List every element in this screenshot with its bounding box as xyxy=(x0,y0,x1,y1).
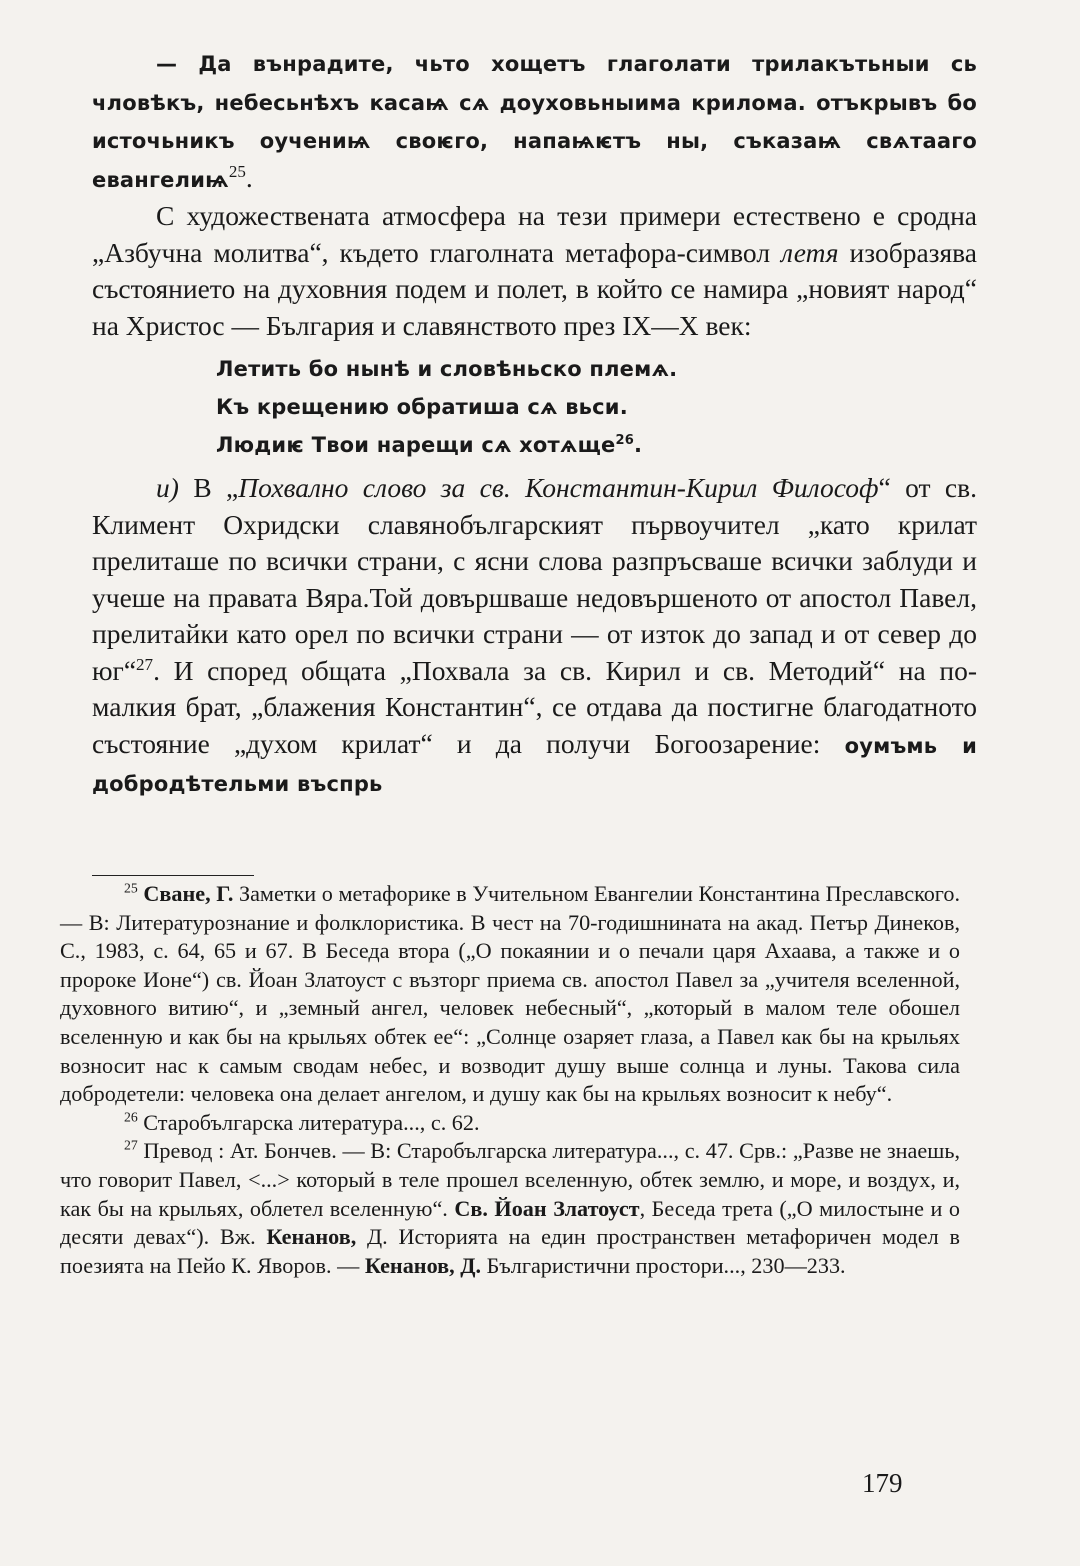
footnote-separator xyxy=(92,875,254,876)
footnote-26: $^{26}$ Старобългарска литература..., с. 62. xyxy=(124,1109,480,1135)
footnote-author: Сване, Г. xyxy=(143,881,234,906)
page-number: 179 xyxy=(862,1468,903,1498)
footnotes xyxy=(60,880,960,1280)
poem-line: Къ крещению обратиша сѧ вьси. xyxy=(216,395,628,419)
work-title: Похвално слово за св. Константин-Кирил Философ xyxy=(238,472,879,503)
poem-quote xyxy=(216,350,977,464)
section-label: и) xyxy=(156,472,179,503)
footnote-25: $^{25}$ Сване, Г. Заметки о метафорике в Учительном Евангелии Константина Преславского. — В: Литературознание и фолклористика. В чест на 70-годишнината на акад. Петър Динеков, С., 1983, с. 64, 65 и 67. В Беседа втора („О покаянии и о печали царя Ахаава, а также и о пророке Ионе“) св. Йоан Златоуст с възторг приема св. апостол Павел за „учителя вселенной, духовного витию“, и „земный ангел, человек небесный“, „который в малом теле обошел вселенную и как бы на крыльях обтек ее“: „Солнце озаряет глаза, а Павел как бы на крыльях возносит нас к самым сводам небес, и возводит душу выше солнца и луны. Такова сила добродетели: человека она делает ангелом, и душу как бы на крыльях возносит к небу“. xyxy=(60,880,960,1107)
footnote-number: 26 xyxy=(124,1109,138,1125)
italic-term: летя xyxy=(781,236,839,268)
paragraph-pohvalno-slovo: и) В „Похвално слово за св. Константин-Кирил Философ“ от св. Климент Охридски славянобългарският първоучител „като крилат прелиташе по всички страни, с ясни слова разпръсваше всички заблуди и учеше на правата Вяра.Той довършваше недовършеното от апостол Павел, прелитайки като орел по всички страни — от изток до запад и от север до юг“$^{27}$. И според общата „Похвала за св. Кирил и св. Методий“ на по-малкия брат, „блажения Константин“, се отдава да постигне благодатното състояние „духом крилат“ и да получи Богоозарение: оумъмь и добродѣтельми въспрь xyxy=(92,472,977,796)
footnote-ref-25[interactable]: 25 xyxy=(228,161,246,181)
poem-line: Людиѥ Твои нарещи сѧ хотѧще$^{26}$. xyxy=(216,433,643,457)
footnote-ref-27[interactable]: 27 xyxy=(136,654,154,674)
church-slavonic-quote: оумъмь и добродѣтельми въспрь xyxy=(92,733,977,796)
main-text xyxy=(92,44,977,803)
footnote-number: 25 xyxy=(124,880,138,896)
church-slavonic-quote: — Да вънрадите, чьто хощетъ глаголати трилакътьныи сь чловѣкъ, небесьнѣхъ касаѩ сѧ доуховьныима крилома. отъкрывъ бо источьникъ оучениѩ своѥго, напаѩѥтъ ны, съказаѩ свѧтааго евангелиѩ xyxy=(92,52,977,192)
paragraph-azbuchna-molitva: С художествената атмосфера на тези примери естествено е сродна „Азбучна молитва“, където глаголната метафора-символ летя изобразява състоянието на духовния подем и полет, в който се намира „новият народ“ на Христос — България и славянството през IX—X век: xyxy=(92,200,977,341)
footnote-number: 27 xyxy=(124,1137,138,1153)
poem-line: Летить бо нынѣ и словѣньско племѧ. xyxy=(216,357,678,381)
paragraph-quote-church-slavonic: — Да вънрадите, чьто хощетъ глаголати трилакътьныи сь чловѣкъ, небесьнѣхъ касаѩ сѧ доуховьныима крилома. отъкрывъ бо источьникъ оучениѩ своѥго, напаѩѥтъ ны, съказаѩ свѧтааго евангелиѩ$^{25}$. xyxy=(92,52,977,193)
footnote-ref-26[interactable]: 26 xyxy=(615,433,634,448)
footnote-27: $^{27}$ Превод : Ат. Бончев. — В: Старобългарска литература..., с. 47. Срв.: „Разве не знаешь, что говорит Павел, <...> который в теле прошел вселенную, обтек землю, и море, и воздух, и, как бы на крыльях, облетел вселенную“. Св. Йоан Златоуст, Беседа трета („О милостыне и о десяти девах“). Вж. Кенанов, Д. Историята на един пространствен метафоричен модел в поезията на Пейо К. Яворов. — Кенанов, Д. Българистични простори..., 230—233. xyxy=(60,1137,960,1278)
